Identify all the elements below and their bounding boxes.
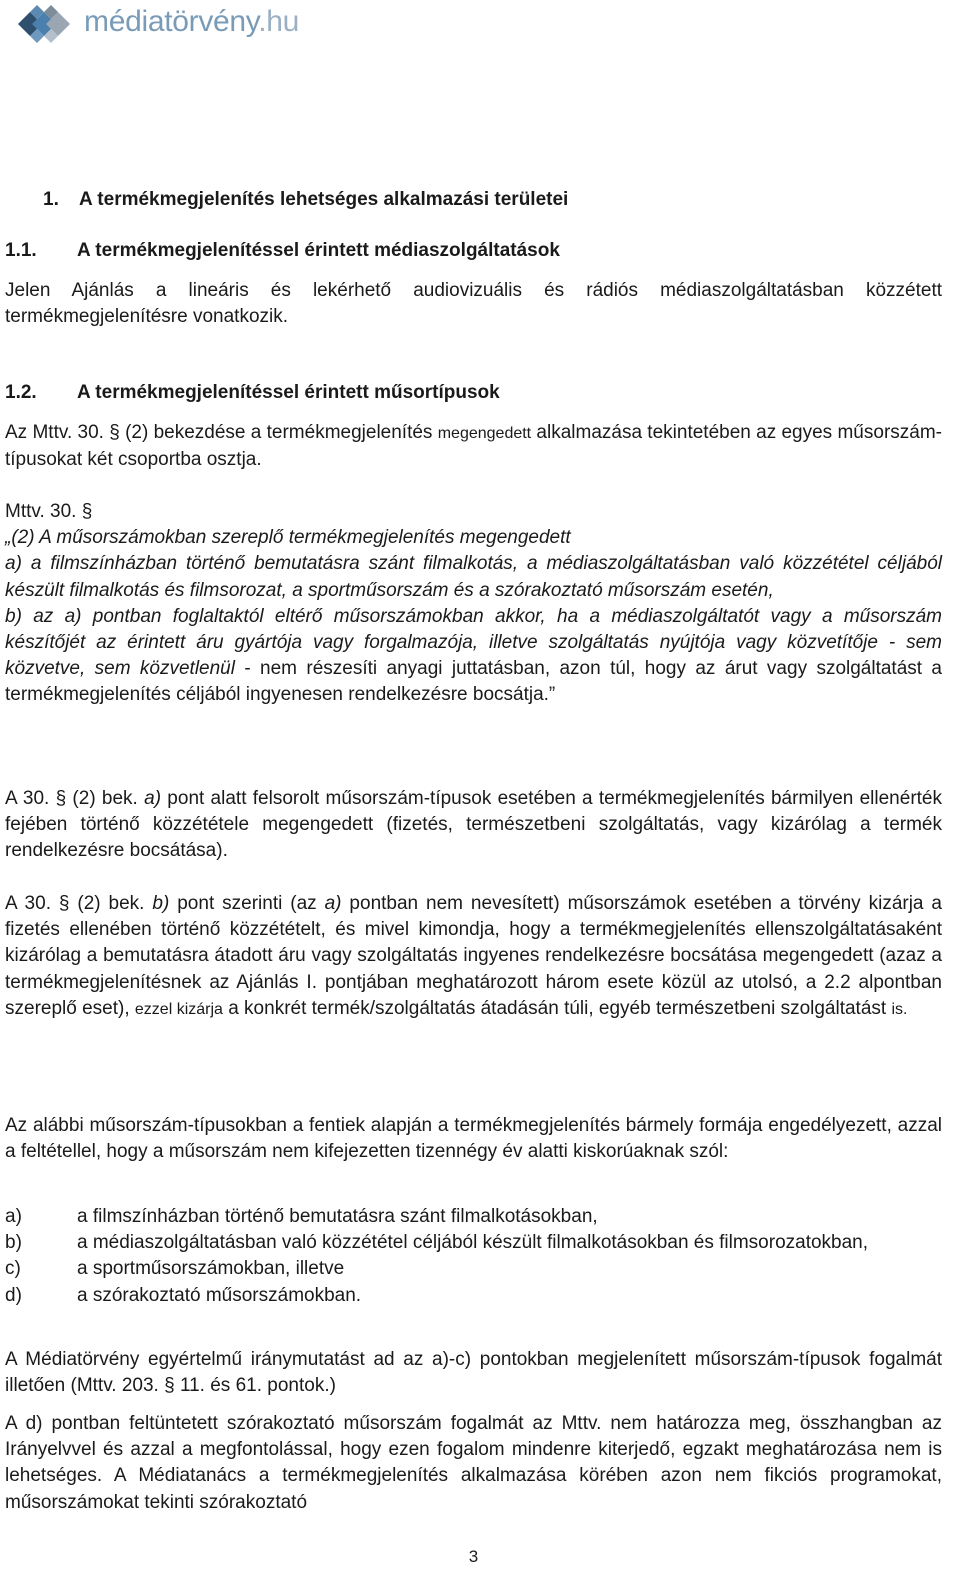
program-type-list <box>5 1204 942 1309</box>
law-quote <box>5 499 942 709</box>
section-1-2-number: 1.2. <box>5 382 37 403</box>
paragraph-point-b: A 30. § (2) bek. b) pont szerinti (az a) pontban nem nevesített) műsorszámok esetében a törvény kizárja a fizetés ellenében történő közzétételt, és mivel kimondja, hogy a termékmegjelenítés ellenszolgáltatásaként kizárólag a bemutatásra átadott áru vagy szolgáltatás ingyenes rendelkezésre bocsátása megengedett (azaz a termékmegjelenítésnek az Ajánlás I. pontjában meghatározott három esete közül az utolsó, a 2.2 alpontban szereplő eset), ezzel kizárja a konkrét termék/szolgáltatás átadásán túli, egyéb természetbeni szolgáltatást is. <box>5 893 943 1019</box>
quote-point-b: b) az a) pontban foglaltaktól eltérő műsorszámokban akkor, ha a médiaszolgáltatót vagy a műsorszám készítőjét az érintett áru gyártója vagy forgalmazója, illetve szolgáltatás nyújtója vagy közvetítője - sem közvetve, sem közvetlenül - nem részesíti anyagi juttatásban, azon túl, hogy az árut vagy szolgáltatást a termékmegjelenítés céljából ingyenesen rendelkezésre bocsátja.” <box>5 605 943 706</box>
site-logo <box>4 0 299 48</box>
logo-tld: .hu <box>258 5 300 38</box>
section-1-2-body: Az Mttv. 30. § (2) bekezdése a termékmegjelenítés megengedett alkalmazása tekintetében az egyes műsorszám-típusokat két csoportba osztja. <box>5 422 942 471</box>
paragraph-entertainment-definition: A d) pontban feltüntetett szórakoztató műsorszám fogalmát az Mttv. nem határozza meg, összhangban az Irányelvvel és azzal a megfontolással, hogy ezen fogalom mindenre kiterjedő, egzakt meghatározása nem is lehetséges. A Médiatanács a termékmegjelenítés alkalmazása körében azon nem fikciós programokat, műsorszámokat tekinti szórakoztató <box>5 1413 942 1513</box>
page-number: 3 <box>468 1547 479 1566</box>
section-1-1-number: 1.1. <box>5 240 37 261</box>
section-1-title: A termékmegjelenítés lehetséges alkalmazási területei <box>79 189 569 210</box>
section-1-number: 1. <box>43 189 59 210</box>
list-item: c) a sportműsorszámokban, illetve <box>5 1258 345 1280</box>
paragraph-permitted-types: Az alábbi műsorszám-típusokban a fentiek alapján a termékmegjelenítés bármely formája engedélyezett, azzal a feltétellel, hogy a műsorszám nem kifejezetten tizennégy év alatti kiskorúaknak szól: <box>5 1115 942 1163</box>
quote-point-a: a) a filmszínházban történő bemutatásra szánt filmalkotás, a médiaszolgáltatásban való közzététel céljából készült filmalkotás és filmsorozat, a sportműsorszám és a szórakoztató műsorszám esetén, <box>5 553 942 601</box>
paragraph-point-a: A 30. § (2) bek. a) pont alatt felsorolt műsorszám-típusok esetében a termékmegjelenítés bármilyen ellenérték fejében történő közzététele megengedett (fizetés, természetbeni szolgáltatás, vagy kizárólag a termék rendelkezésre bocsátása). <box>5 788 942 862</box>
section-1-1-body: Jelen Ajánlás a lineáris és lekérhető audiovizuális és rádiós médiaszolgáltatásban közzétett termékmegjelenítésre vonatkozik. <box>5 280 942 328</box>
logo-diamond-icon <box>4 0 78 48</box>
section-1-heading <box>43 189 568 211</box>
logo-name: médiatörvény <box>84 5 259 38</box>
paragraph-media-law-guidance: A Médiatörvény egyértelmű iránymutatást ad az a)-c) pontokban megjelenített műsorszám-típusok fogalmát illetően (Mttv. 203. § 11. és 61. pontok.) <box>5 1349 942 1397</box>
section-1-1-title: A termékmegjelenítéssel érintett médiaszolgáltatások <box>77 240 560 261</box>
quote-reference: Mttv. 30. § <box>5 501 93 522</box>
section-1-2-heading <box>5 382 500 404</box>
quote-opening: „(2) A műsorszámokban szereplő termékmegjelenítés megengedett <box>5 527 571 549</box>
section-1-1-heading <box>5 240 560 262</box>
list-item: b) a médiaszolgáltatásban való közzététel céljából készült filmalkotásokban és filmsorozatokban, <box>5 1232 869 1254</box>
list-item: d) a szórakoztató műsorszámokban. <box>5 1284 362 1306</box>
section-1-2-title: A termékmegjelenítéssel érintett műsortípusok <box>77 382 500 403</box>
list-item: a) a filmszínházban történő bemutatásra szánt filmalkotásokban, <box>5 1206 598 1227</box>
